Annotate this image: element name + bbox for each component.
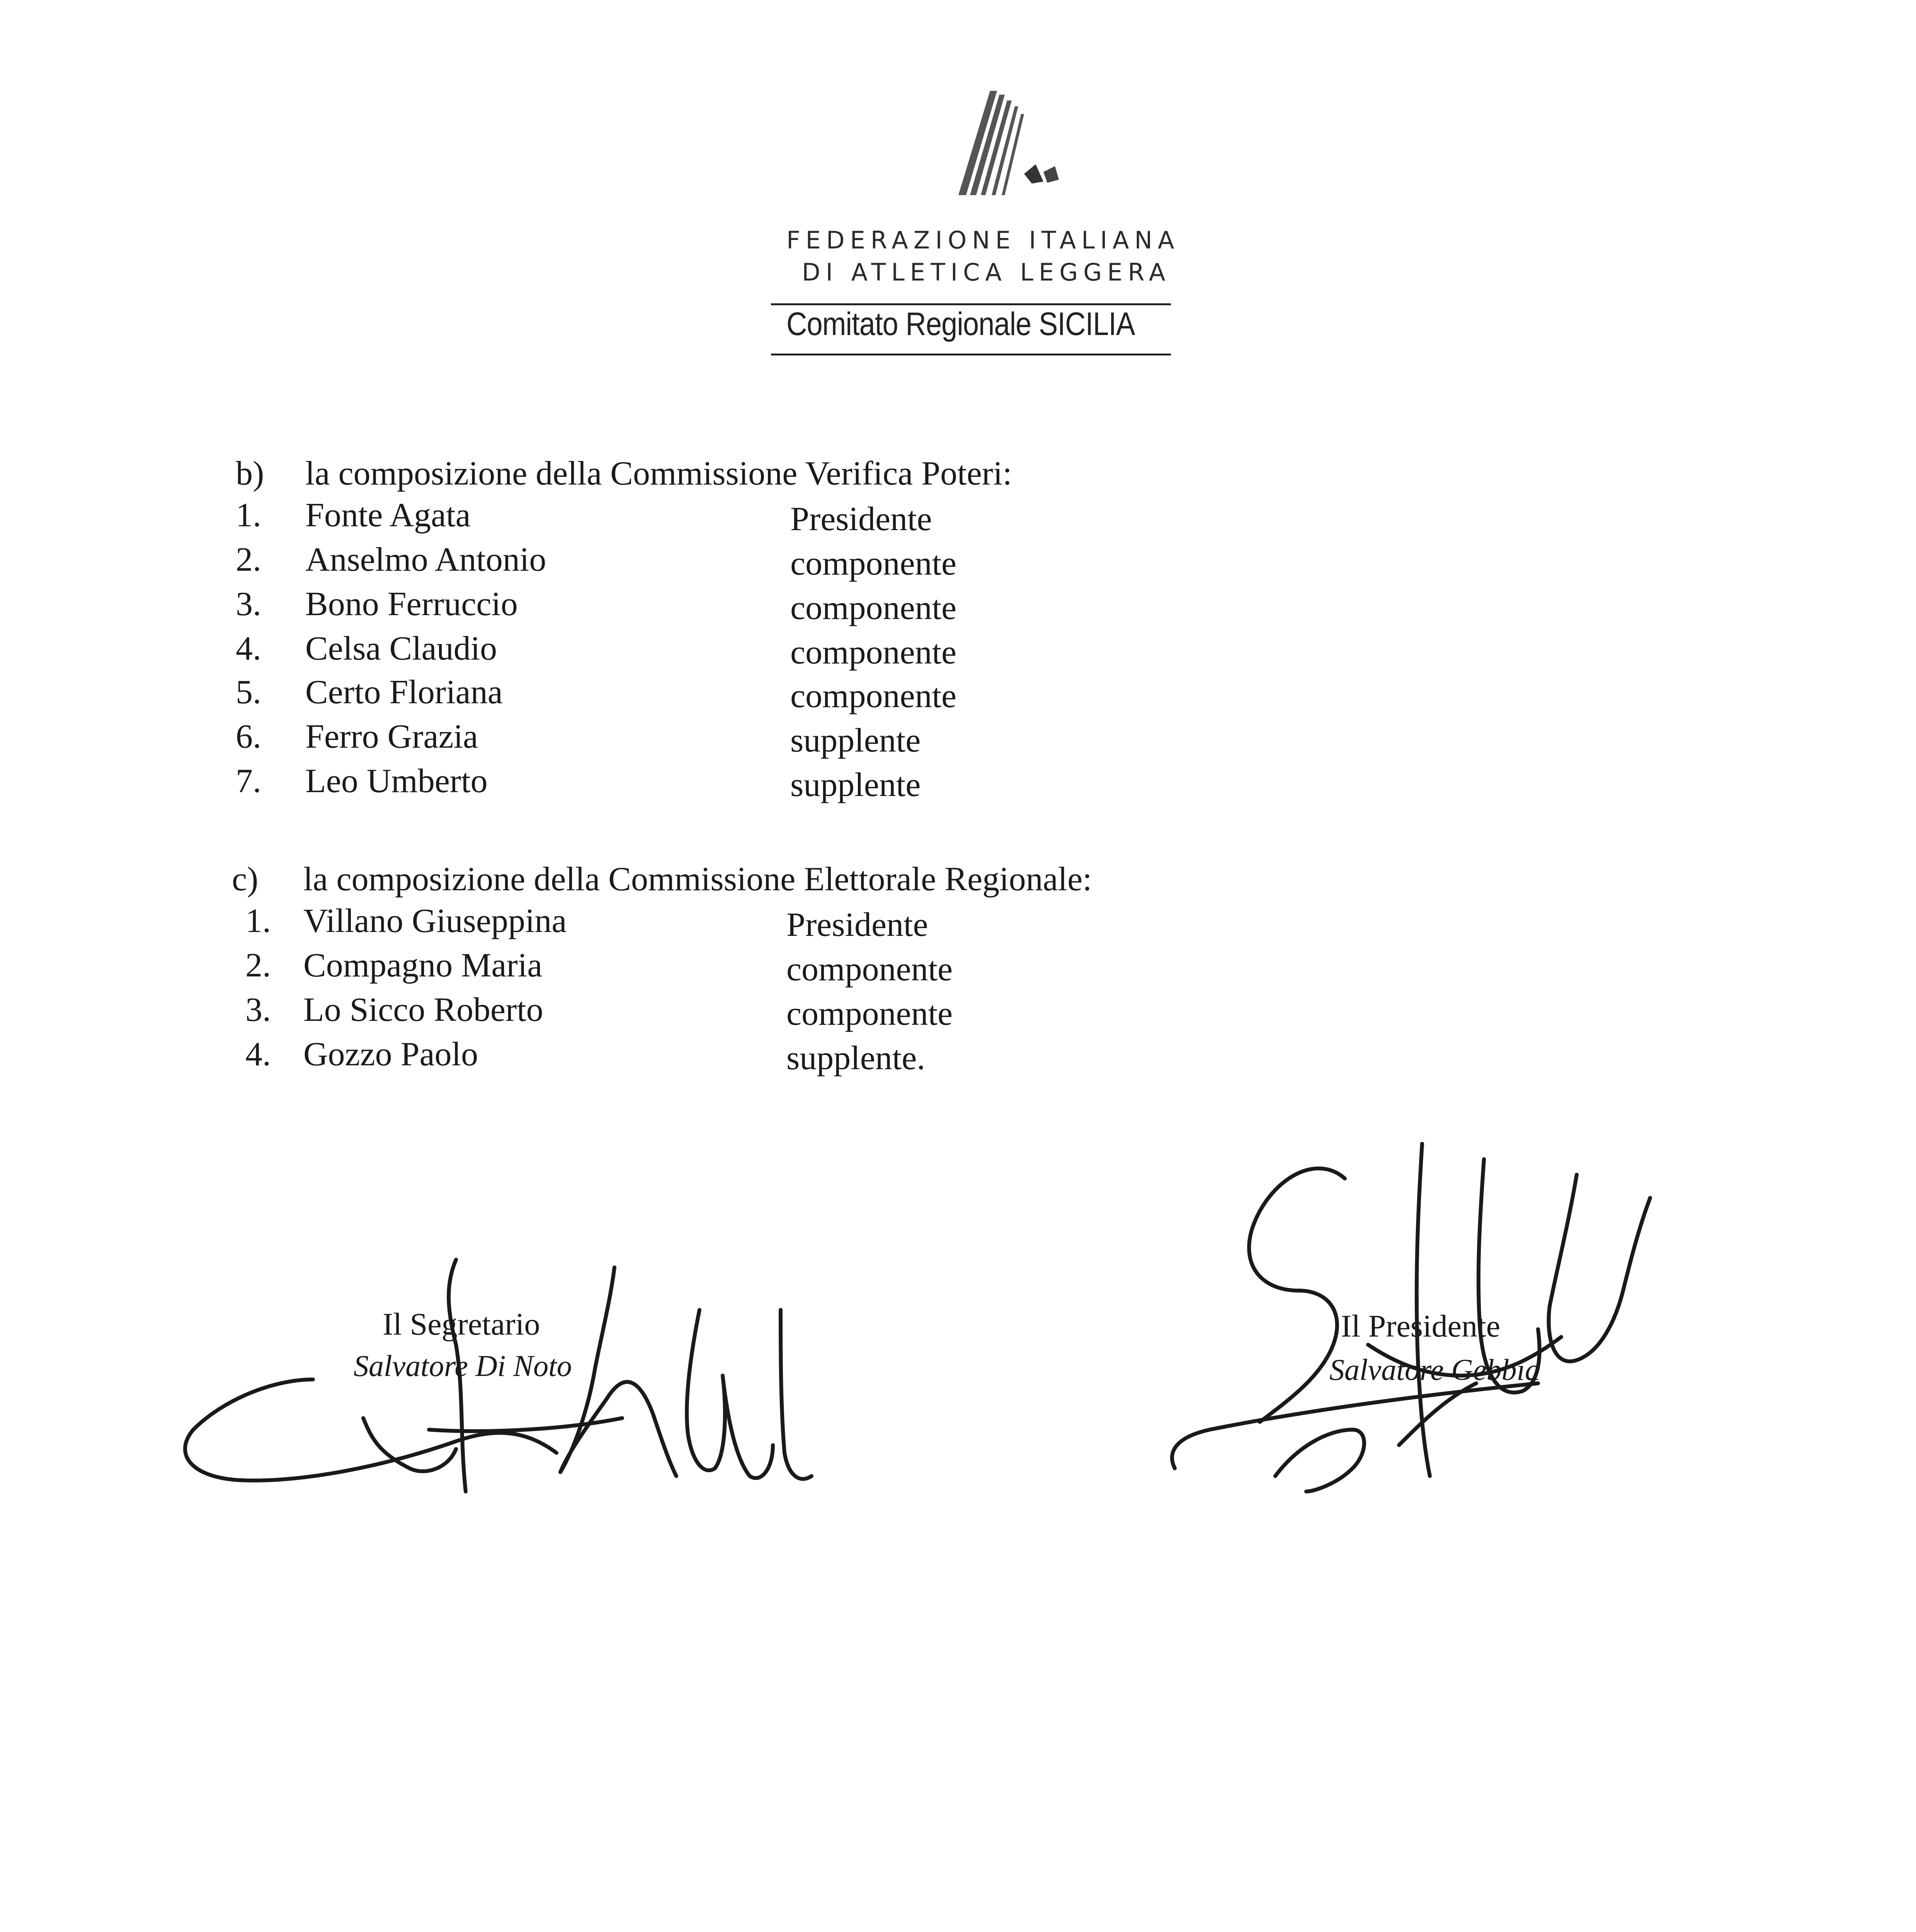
list-item-role: Presidente <box>786 906 928 944</box>
list-item-number: 4. <box>236 630 261 667</box>
list-item-number: 3. <box>236 585 261 623</box>
list-item-name: Certo Floriana <box>305 673 503 711</box>
list-item-role: componente <box>790 589 957 627</box>
list-item-name: Ferro Grazia <box>305 718 478 755</box>
section-c-heading: la composizione della Commissione Elettorale Regionale: <box>303 861 1092 898</box>
list-item-number: 7. <box>236 762 261 800</box>
list-item-number: 6. <box>236 718 261 755</box>
list-item-role: supplente <box>790 766 921 804</box>
list-item-name: Gozzo Paolo <box>303 1036 478 1073</box>
list-item-name: Anselmo Antonio <box>305 541 546 578</box>
list-item-name: Leo Umberto <box>305 762 488 800</box>
list-item-number: 1. <box>236 497 261 534</box>
secretary-signature <box>178 1252 873 1530</box>
list-item-number: 4. <box>245 1036 271 1073</box>
section-b-marker: b) <box>236 455 264 492</box>
list-item-name: Villano Giuseppina <box>303 902 567 940</box>
list-item-role: componente <box>790 677 957 715</box>
list-item-number: 1. <box>245 902 271 940</box>
list-item-role: supplente <box>790 722 921 759</box>
list-item-number: 5. <box>236 673 261 711</box>
list-item-name: Bono Ferruccio <box>305 585 518 623</box>
list-item-number: 3. <box>245 991 271 1029</box>
list-item-name: Celsa Claudio <box>305 630 497 667</box>
list-item-role: supplente. <box>786 1039 926 1077</box>
secretary-title: Il Segretario <box>383 1306 540 1342</box>
secretary-name: Salvatore Di Noto <box>354 1349 572 1383</box>
president-title: Il Presidente <box>1341 1308 1501 1344</box>
list-item-role: componente <box>790 545 957 582</box>
header-rule <box>771 354 1171 355</box>
header-org-line2: DI ATLETICA LEGGERA <box>802 258 1171 286</box>
list-item-role: componente <box>786 995 953 1032</box>
section-c-marker: c) <box>232 861 259 898</box>
list-item-role: componente <box>790 634 957 671</box>
list-item-role: componente <box>786 951 953 988</box>
list-item-name: Compagno Maria <box>303 947 543 984</box>
president-name: Salvatore Gebbia <box>1329 1353 1540 1386</box>
list-item-role: Presidente <box>790 500 932 538</box>
fidal-logo-icon <box>900 83 1063 199</box>
header-org-line1: FEDERAZIONE ITALIANA <box>786 226 1180 254</box>
list-item-name: Lo Sicco Roberto <box>303 991 543 1029</box>
header-committee: Comitato Regionale SICILIA <box>786 306 1135 342</box>
list-item-number: 2. <box>236 541 261 578</box>
list-item-name: Fonte Agata <box>305 497 471 534</box>
section-b-heading: la composizione della Commissione Verifica Poteri: <box>305 455 1012 492</box>
list-item-number: 2. <box>245 947 271 984</box>
president-signature <box>1152 1128 1731 1538</box>
